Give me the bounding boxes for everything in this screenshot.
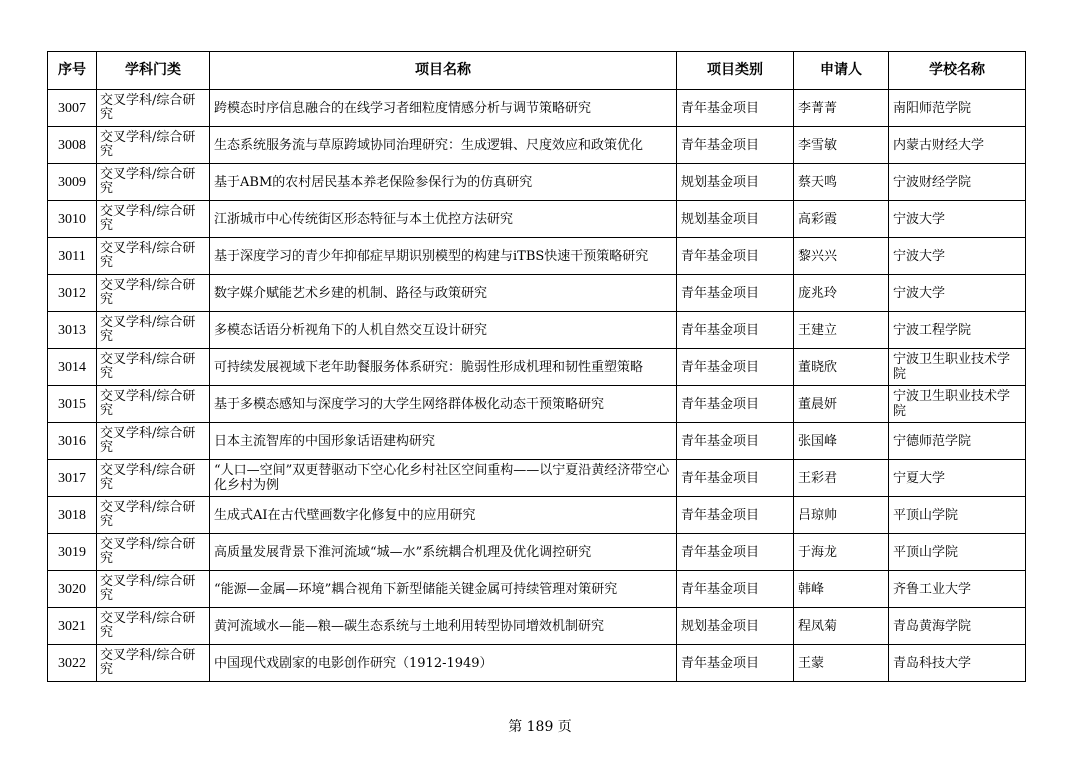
table-row <box>48 312 1026 349</box>
table-row <box>48 275 1026 312</box>
cell-discipline: 交叉学科/综合研究 <box>97 386 210 423</box>
cell-title: 日本主流智库的中国形象话语建构研究 <box>210 423 677 460</box>
header-applicant: 申请人 <box>794 52 889 90</box>
cell-title: 基于ABM的农村居民基本养老保险参保行为的仿真研究 <box>210 164 677 201</box>
table-row <box>48 608 1026 645</box>
project-table <box>47 51 1026 682</box>
table-row <box>48 349 1026 386</box>
cell-no: 3017 <box>48 460 97 497</box>
cell-no: 3016 <box>48 423 97 460</box>
cell-category: 青年基金项目 <box>677 275 794 312</box>
cell-category: 青年基金项目 <box>677 497 794 534</box>
cell-category: 青年基金项目 <box>677 571 794 608</box>
cell-discipline: 交叉学科/综合研究 <box>97 571 210 608</box>
cell-no: 3007 <box>48 90 97 127</box>
cell-discipline: 交叉学科/综合研究 <box>97 201 210 238</box>
cell-applicant: 李雪敏 <box>794 127 889 164</box>
table-row <box>48 534 1026 571</box>
cell-category: 青年基金项目 <box>677 534 794 571</box>
cell-title: 可持续发展视域下老年助餐服务体系研究：脆弱性形成机理和韧性重塑策略 <box>210 349 677 386</box>
cell-discipline: 交叉学科/综合研究 <box>97 127 210 164</box>
cell-category: 青年基金项目 <box>677 460 794 497</box>
cell-category: 青年基金项目 <box>677 238 794 275</box>
table-row <box>48 164 1026 201</box>
cell-school: 齐鲁工业大学 <box>889 571 1026 608</box>
header-school: 学校名称 <box>889 52 1026 90</box>
cell-school: 宁波大学 <box>889 238 1026 275</box>
table-row <box>48 460 1026 497</box>
cell-applicant: 王建立 <box>794 312 889 349</box>
cell-school: 宁波大学 <box>889 275 1026 312</box>
cell-title: 多模态话语分析视角下的人机自然交互设计研究 <box>210 312 677 349</box>
cell-applicant: 黎兴兴 <box>794 238 889 275</box>
cell-no: 3019 <box>48 534 97 571</box>
cell-discipline: 交叉学科/综合研究 <box>97 497 210 534</box>
table-row <box>48 127 1026 164</box>
table-header-row <box>48 52 1026 90</box>
cell-applicant: 吕琼帅 <box>794 497 889 534</box>
cell-discipline: 交叉学科/综合研究 <box>97 312 210 349</box>
table-row <box>48 90 1026 127</box>
cell-applicant: 于海龙 <box>794 534 889 571</box>
cell-title: 生成式AI在古代壁画数字化修复中的应用研究 <box>210 497 677 534</box>
cell-discipline: 交叉学科/综合研究 <box>97 90 210 127</box>
cell-applicant: 王彩君 <box>794 460 889 497</box>
cell-title: 基于多模态感知与深度学习的大学生网络群体极化动态干预策略研究 <box>210 386 677 423</box>
cell-discipline: 交叉学科/综合研究 <box>97 349 210 386</box>
cell-school: 宁波卫生职业技术学院 <box>889 349 1026 386</box>
cell-title: 基于深度学习的青少年抑郁症早期识别模型的构建与iTBS快速干预策略研究 <box>210 238 677 275</box>
table-row <box>48 423 1026 460</box>
cell-school: 宁波大学 <box>889 201 1026 238</box>
cell-school: 宁波财经学院 <box>889 164 1026 201</box>
header-no: 序号 <box>48 52 97 90</box>
cell-applicant: 王蒙 <box>794 645 889 682</box>
cell-no: 3011 <box>48 238 97 275</box>
table-row <box>48 238 1026 275</box>
cell-no: 3013 <box>48 312 97 349</box>
cell-title: 江浙城市中心传统街区形态特征与本土优控方法研究 <box>210 201 677 238</box>
cell-category: 青年基金项目 <box>677 90 794 127</box>
header-discipline: 学科门类 <box>97 52 210 90</box>
cell-school: 宁波工程学院 <box>889 312 1026 349</box>
cell-school: 南阳师范学院 <box>889 90 1026 127</box>
cell-title: “能源—金属—环境”耦合视角下新型储能关键金属可持续管理对策研究 <box>210 571 677 608</box>
cell-applicant: 张国峰 <box>794 423 889 460</box>
cell-no: 3014 <box>48 349 97 386</box>
cell-applicant: 庞兆玲 <box>794 275 889 312</box>
table-row <box>48 201 1026 238</box>
table-row <box>48 497 1026 534</box>
page-number: 第 189 页 <box>508 719 572 735</box>
cell-title: 黄河流域水—能—粮—碳生态系统与土地利用转型协同增效机制研究 <box>210 608 677 645</box>
cell-no: 3015 <box>48 386 97 423</box>
cell-applicant: 蔡天鸣 <box>794 164 889 201</box>
cell-title: “人口—空间”双更替驱动下空心化乡村社区空间重构——以宁夏沿黄经济带空心化乡村为例 <box>210 460 677 497</box>
cell-no: 3009 <box>48 164 97 201</box>
cell-applicant: 李菁菁 <box>794 90 889 127</box>
cell-category: 青年基金项目 <box>677 349 794 386</box>
header-title: 项目名称 <box>210 52 677 90</box>
cell-discipline: 交叉学科/综合研究 <box>97 164 210 201</box>
cell-category: 规划基金项目 <box>677 201 794 238</box>
cell-no: 3010 <box>48 201 97 238</box>
table-row <box>48 386 1026 423</box>
header-category: 项目类别 <box>677 52 794 90</box>
cell-title: 高质量发展背景下淮河流域“城—水”系统耦合机理及优化调控研究 <box>210 534 677 571</box>
cell-applicant: 程凤菊 <box>794 608 889 645</box>
cell-applicant: 韩峰 <box>794 571 889 608</box>
cell-applicant: 高彩霞 <box>794 201 889 238</box>
cell-no: 3008 <box>48 127 97 164</box>
table-row <box>48 645 1026 682</box>
cell-discipline: 交叉学科/综合研究 <box>97 608 210 645</box>
cell-category: 青年基金项目 <box>677 423 794 460</box>
cell-discipline: 交叉学科/综合研究 <box>97 423 210 460</box>
cell-school: 平顶山学院 <box>889 497 1026 534</box>
cell-category: 青年基金项目 <box>677 386 794 423</box>
cell-applicant: 董晓欣 <box>794 349 889 386</box>
cell-title: 中国现代戏剧家的电影创作研究（1912-1949） <box>210 645 677 682</box>
cell-title: 数字媒介赋能艺术乡建的机制、路径与政策研究 <box>210 275 677 312</box>
cell-school: 宁德师范学院 <box>889 423 1026 460</box>
cell-no: 3012 <box>48 275 97 312</box>
cell-no: 3021 <box>48 608 97 645</box>
cell-title: 跨模态时序信息融合的在线学习者细粒度情感分析与调节策略研究 <box>210 90 677 127</box>
cell-title: 生态系统服务流与草原跨域协同治理研究：生成逻辑、尺度效应和政策优化 <box>210 127 677 164</box>
cell-discipline: 交叉学科/综合研究 <box>97 275 210 312</box>
cell-discipline: 交叉学科/综合研究 <box>97 460 210 497</box>
table-row <box>48 571 1026 608</box>
cell-school: 宁波卫生职业技术学院 <box>889 386 1026 423</box>
cell-no: 3018 <box>48 497 97 534</box>
cell-discipline: 交叉学科/综合研究 <box>97 645 210 682</box>
cell-school: 青岛黄海学院 <box>889 608 1026 645</box>
cell-category: 规划基金项目 <box>677 608 794 645</box>
cell-category: 青年基金项目 <box>677 127 794 164</box>
cell-applicant: 董晨妍 <box>794 386 889 423</box>
cell-discipline: 交叉学科/综合研究 <box>97 238 210 275</box>
cell-school: 内蒙古财经大学 <box>889 127 1026 164</box>
cell-no: 3022 <box>48 645 97 682</box>
cell-no: 3020 <box>48 571 97 608</box>
cell-school: 平顶山学院 <box>889 534 1026 571</box>
cell-school: 青岛科技大学 <box>889 645 1026 682</box>
cell-school: 宁夏大学 <box>889 460 1026 497</box>
cell-discipline: 交叉学科/综合研究 <box>97 534 210 571</box>
cell-category: 青年基金项目 <box>677 645 794 682</box>
cell-category: 规划基金项目 <box>677 164 794 201</box>
cell-category: 青年基金项目 <box>677 312 794 349</box>
